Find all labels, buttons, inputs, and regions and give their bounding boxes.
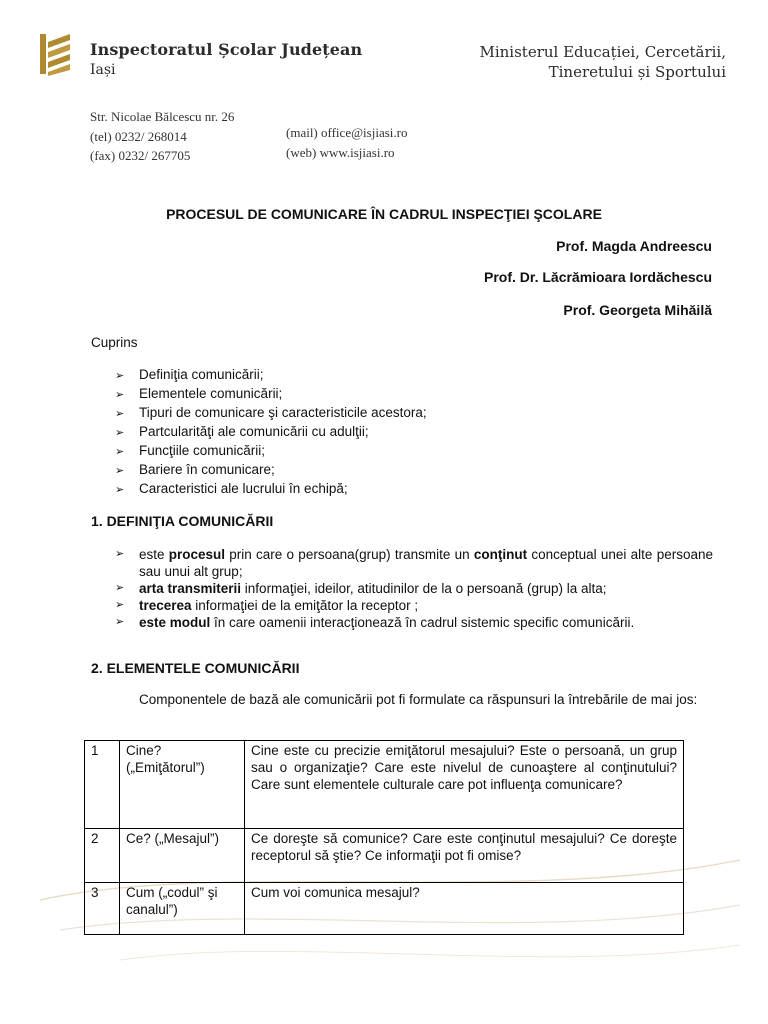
author-1: Prof. Magda Andreescu	[556, 238, 712, 254]
section-2-heading: 2. ELEMENTELE COMUNICĂRII	[91, 660, 300, 676]
tel: (tel) 0232/ 268014	[90, 128, 187, 144]
table-cell-description: Ce doreşte să comunice? Care este conţinutul mesajului? Ce doreşte receptorul să ştie? Ce informaţii pot fi omise?	[245, 829, 684, 883]
inspectorate-name-block	[90, 40, 362, 78]
ministry-name-block	[479, 42, 726, 82]
arrow-bullet-icon: ➢	[115, 484, 125, 496]
author-2: Prof. Dr. Lăcrămioara Iordăchescu	[484, 269, 712, 285]
list-item: ➢ arta transmiterii informaţiei, ideilor, atitudinilor de la o persoană (grup) la alta;	[115, 581, 607, 596]
web[interactable]: (web) www.isjiasi.ro	[286, 144, 395, 160]
table-cell-num: 3	[85, 883, 120, 935]
contact-left	[90, 107, 234, 166]
table-cell-description: Cum voi comunica mesajul?	[245, 883, 684, 935]
arrow-bullet-icon: ➢	[115, 582, 125, 594]
table-cell-question: Ce? („Mesajul”)	[120, 829, 245, 883]
toc-heading: Cuprins	[91, 335, 138, 350]
arrow-bullet-icon: ➢	[115, 599, 125, 611]
table-cell-num: 2	[85, 829, 120, 883]
arrow-bullet-icon: ➢	[115, 389, 125, 401]
arrow-bullet-icon: ➢	[115, 427, 125, 439]
address: Str. Nicolae Bălcescu nr. 26	[90, 109, 235, 124]
table-cell-question: Cine? („Emiţătorul”)	[120, 741, 245, 829]
list-item: ➢ trecerea informaţiei de la emiţător la receptor ;	[115, 598, 419, 613]
table-row	[85, 883, 684, 935]
section-2-intro: Componentele de bază ale comunicării pot fi formulate ca răspunsuri la întrebările de mai jos:	[139, 692, 698, 707]
mail[interactable]: (mail) office@isjiasi.ro	[286, 125, 408, 140]
list-item: ➢ Bariere în comunicare;	[115, 461, 427, 480]
list-item: ➢ Partcularităţi ale comunicării cu adulţii;	[115, 423, 427, 442]
toc-list	[115, 366, 427, 499]
document-title: PROCESUL DE COMUNICARE ÎN CADRUL INSPECŢIEI ŞCOLARE	[166, 206, 602, 222]
arrow-bullet-icon: ➢	[115, 370, 125, 382]
list-item: ➢ este procesul prin care o persoana(grup) transmite un conţinut conceptual unei alte persoane sau unui alt grup;	[115, 547, 713, 579]
inspectorate-name: Inspectoratul Școlar Județean	[90, 40, 363, 59]
arrow-bullet-icon: ➢	[115, 465, 125, 477]
definition-list	[115, 546, 713, 631]
fax: (fax) 0232/ 267705	[90, 148, 191, 163]
inspectorate-logo-icon	[38, 30, 74, 78]
list-item: ➢ Tipuri de comunicare şi caracteristicile acestora;	[115, 404, 427, 423]
table-cell-description: Cine este cu precizie emiţătorul mesajului? Este o persoană, un grup sau o organizaţie? Care este nivelul de cunoaştere al conţinutului? Care sunt elementele culturale care pot influenţa comunicare?	[245, 741, 684, 829]
table-cell-question: Cum („codul” şi canalul”)	[120, 883, 245, 935]
author-3: Prof. Georgeta Mihăilă	[563, 302, 712, 318]
list-item: ➢ Funcţiile comunicării;	[115, 442, 427, 461]
list-item: ➢ este modul în care oamenii interacţionează în cadrul sistemic specific comunicării.	[115, 615, 635, 630]
contact-right	[286, 123, 407, 162]
ministry-name-line1: Ministerul Educației, Cercetării,	[479, 43, 726, 61]
arrow-bullet-icon: ➢	[115, 408, 125, 420]
communication-elements-table	[84, 740, 684, 935]
arrow-bullet-icon: ➢	[115, 446, 125, 458]
ministry-name-line2: Tineretului și Sportului	[548, 63, 726, 81]
inspectorate-city: Iași	[90, 62, 116, 78]
table-cell-num: 1	[85, 741, 120, 829]
list-item: ➢ Elementele comunicării;	[115, 385, 427, 404]
list-item: ➢ Definiţia comunicării;	[115, 366, 427, 385]
arrow-bullet-icon: ➢	[115, 616, 125, 628]
table-row	[85, 741, 684, 829]
table-row	[85, 829, 684, 883]
list-item: ➢ Caracteristici ale lucrului în echipă;	[115, 480, 427, 499]
arrow-bullet-icon: ➢	[115, 548, 125, 560]
section-1-heading: 1. DEFINIŢIA COMUNICĂRII	[91, 513, 274, 529]
